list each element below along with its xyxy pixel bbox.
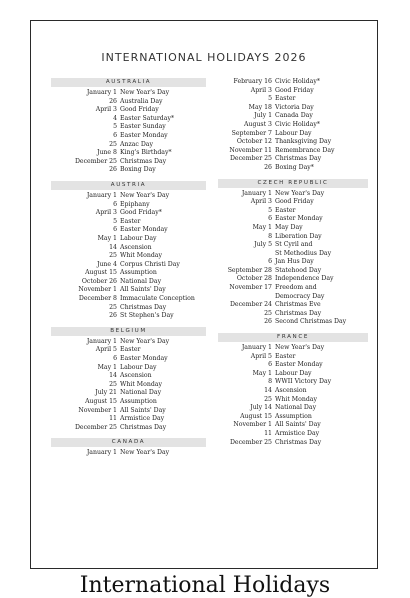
holiday-date: April 5 [95, 346, 117, 354]
holiday-name: Ascension [120, 243, 152, 251]
holiday-name: Good Friday* [120, 209, 162, 217]
holiday-name: National Day [275, 404, 317, 412]
holiday-date: 25 [264, 395, 272, 403]
holiday-date: August 15 [85, 269, 117, 277]
holiday-name: Christmas Day [275, 309, 322, 317]
holiday-name: New Year's Day [120, 337, 170, 345]
holiday-date: 6 [113, 226, 117, 234]
holiday-name: Victoria Day [275, 103, 314, 111]
country-section [218, 78, 368, 173]
holiday-name: Liberation Day [275, 232, 322, 240]
holiday-date: 8 [268, 378, 272, 386]
holiday-date: November 17 [229, 284, 272, 292]
holiday-row [51, 269, 206, 278]
holiday-row [51, 407, 206, 416]
holiday-name: Good Friday [120, 106, 159, 114]
holiday-date: January 1 [86, 191, 117, 199]
holiday-row [51, 235, 206, 244]
holiday-date: 5 [268, 95, 272, 103]
holiday-date: December 8 [78, 295, 117, 303]
holiday-date: 11 [109, 415, 117, 423]
holiday-name: Good Friday [275, 86, 314, 94]
holiday-date: 6 [113, 131, 117, 139]
holiday-row [218, 396, 368, 405]
holiday-date: September 7 [231, 129, 272, 137]
holiday-date: 25 [109, 303, 117, 311]
holiday-date: May 1 [97, 363, 117, 371]
holiday-date: January 1 [241, 344, 272, 352]
holiday-name: Ascension [120, 372, 152, 380]
holiday-name: Christmas Day [120, 157, 167, 165]
holiday-name: St Stephen's Day [120, 312, 174, 320]
holiday-name: Whit Monday [120, 380, 162, 388]
holiday-name: Christmas Day [120, 303, 167, 311]
holiday-row [218, 301, 368, 310]
holiday-date: November 1 [78, 406, 117, 414]
holiday-name: Boxing Day [120, 166, 156, 174]
holiday-date: August 15 [85, 398, 117, 405]
holiday-date: April 3 [95, 209, 117, 217]
holiday-row [51, 149, 206, 158]
country-heading: FRANCE [218, 333, 368, 342]
holiday-date: 14 [109, 372, 117, 380]
holiday-name: St Cyril and [275, 241, 313, 249]
holiday-name: Armistice Day [275, 429, 320, 437]
holiday-name: Jan Hus Day [275, 258, 314, 266]
holiday-row [218, 404, 368, 413]
holiday-name: Easter Monday [120, 226, 168, 234]
holiday-name: King's Birthday* [120, 149, 172, 157]
holiday-name: Good Friday [275, 198, 314, 206]
holiday-name: Easter [120, 346, 141, 354]
holiday-row [51, 338, 206, 347]
holiday-date: October 26 [81, 277, 117, 285]
holiday-date: April 3 [250, 86, 272, 94]
country-heading: CZECH REPUBLIC [218, 179, 368, 188]
holiday-date: 26 [264, 318, 272, 326]
holiday-name: Freedom and [275, 284, 317, 292]
holiday-date [218, 293, 275, 302]
country-heading: CANADA [51, 438, 206, 447]
holiday-row [51, 449, 206, 458]
holiday-row [218, 275, 368, 284]
holiday-row [51, 364, 206, 373]
country-heading: AUSTRIA [51, 181, 206, 190]
holiday-name: Australia Day [120, 97, 163, 105]
holiday-name: Remembrance Day [275, 146, 335, 154]
holiday-date: December 25 [74, 423, 117, 431]
holiday-date: October 28 [236, 275, 272, 283]
holiday-date: February 16 [233, 78, 272, 85]
holiday-row [51, 261, 206, 270]
holiday-name: Easter Monday [275, 361, 323, 369]
holiday-row [218, 421, 368, 430]
holiday-row [51, 398, 206, 407]
holiday-name: Christmas Day [275, 155, 322, 163]
holiday-name: Immaculate Conception [120, 295, 195, 303]
holiday-date: July 1 [254, 112, 272, 120]
country-section [218, 333, 368, 447]
holiday-name: Civic Holiday* [275, 78, 320, 85]
holiday-row [51, 115, 206, 124]
holiday-name: Independence Day [275, 275, 334, 283]
holiday-row [51, 389, 206, 398]
holiday-row [51, 166, 206, 175]
holiday-name: Easter Monday [120, 131, 168, 139]
holiday-date: 6 [268, 361, 272, 369]
holiday-row [218, 224, 368, 233]
holiday-row [51, 304, 206, 313]
holiday-date: 25 [264, 309, 272, 317]
holiday-date: May 18 [248, 103, 272, 111]
holiday-name: May Day [275, 223, 303, 231]
holiday-date: April 3 [250, 198, 272, 206]
holiday-name: Easter [275, 352, 296, 360]
left-column [51, 78, 206, 464]
country-section [51, 438, 206, 458]
holiday-date: 26 [109, 97, 117, 105]
holiday-name: Christmas Day [120, 423, 167, 431]
holiday-row [51, 252, 206, 261]
page-title: INTERNATIONAL HOLIDAYS 2026 [101, 51, 307, 64]
holiday-row [218, 155, 368, 164]
holiday-row [51, 424, 206, 433]
bottom-caption: International Holidays [79, 573, 331, 598]
holiday-row [218, 267, 368, 276]
holiday-row [51, 244, 206, 253]
holiday-row [51, 346, 206, 355]
holiday-date: September 28 [227, 266, 272, 274]
holiday-date: December 24 [229, 301, 272, 309]
holiday-name: All Saints' Day [120, 286, 166, 294]
holiday-date: 11 [264, 429, 272, 437]
holiday-row [51, 158, 206, 167]
holiday-row [218, 361, 368, 370]
country-section [51, 78, 206, 175]
holiday-row [51, 209, 206, 218]
holiday-row [218, 293, 368, 302]
holiday-date: 25 [109, 140, 117, 148]
holiday-name: Easter Saturday* [120, 114, 175, 122]
holiday-date: 25 [109, 380, 117, 388]
holiday-row [51, 355, 206, 364]
holiday-name: Easter Monday [120, 355, 168, 363]
country-section [51, 181, 206, 321]
holiday-row [218, 439, 368, 448]
country-section [51, 327, 206, 433]
holiday-row [218, 130, 368, 139]
holiday-row [51, 192, 206, 201]
holiday-row [51, 201, 206, 210]
holiday-date: May 1 [252, 369, 272, 377]
holiday-name: Labour Day [120, 234, 157, 242]
holiday-name: Easter Sunday [120, 123, 166, 131]
holiday-name: Armistice Day [120, 415, 165, 423]
holiday-name: Ascension [275, 387, 307, 394]
holiday-row [218, 250, 368, 259]
holiday-date: August 15 [240, 412, 272, 420]
holiday-name: New Year's Day [120, 449, 170, 457]
holiday-name: Canada Day [275, 112, 313, 120]
holiday-date: October 12 [236, 138, 272, 146]
holiday-name: Democracy Day [275, 292, 325, 300]
holiday-name: Civic Holiday* [275, 120, 320, 128]
holiday-date: June 4 [96, 260, 117, 268]
holiday-row [218, 121, 368, 130]
holiday-date: 26 [264, 163, 272, 171]
holiday-row [218, 233, 368, 242]
holiday-name: WWII Victory Day [275, 378, 332, 386]
holiday-name: Second Christmas Day [275, 318, 347, 326]
holiday-date: April 5 [250, 352, 272, 360]
holiday-name: Christmas Day [275, 438, 322, 446]
holiday-name: Assumption [120, 269, 157, 277]
holiday-name: New Year's Day [120, 89, 170, 96]
holiday-row [218, 198, 368, 207]
holiday-name: Whit Monday [275, 395, 317, 403]
holiday-date: December 25 [229, 155, 272, 163]
holiday-row [51, 286, 206, 295]
holiday-name: National Day [120, 389, 162, 397]
holiday-date: 6 [268, 215, 272, 223]
holiday-name: Easter Monday [275, 215, 323, 223]
holiday-date [218, 250, 275, 259]
holiday-name: New Year's Day [275, 344, 325, 352]
holiday-row [218, 344, 368, 353]
holiday-date: May 1 [252, 223, 272, 231]
holiday-date: 5 [113, 123, 117, 131]
holiday-row [51, 381, 206, 390]
holiday-date: 8 [268, 232, 272, 240]
holiday-name: Labour Day [275, 129, 312, 137]
holiday-row [218, 147, 368, 156]
holiday-name: New Year's Day [120, 191, 170, 199]
holiday-name: Thanksgiving Day [275, 138, 332, 146]
holiday-row [218, 413, 368, 422]
holiday-row [218, 112, 368, 121]
holiday-row [218, 164, 368, 173]
holiday-row [218, 95, 368, 104]
holiday-row [51, 98, 206, 107]
holiday-name: All Saints' Day [120, 406, 166, 414]
holiday-row [51, 141, 206, 150]
holiday-row [218, 353, 368, 362]
country-section [218, 179, 368, 328]
holiday-name: All Saints' Day [275, 421, 321, 429]
holiday-name: St Methodius Day [275, 249, 332, 257]
holiday-row [218, 207, 368, 216]
holiday-date: January 1 [86, 337, 117, 345]
holiday-date: 6 [268, 258, 272, 266]
holiday-row [51, 295, 206, 304]
holiday-date: 26 [109, 312, 117, 320]
holiday-date: January 1 [241, 189, 272, 197]
holiday-row [51, 226, 206, 235]
country-heading: AUSTRALIA [51, 78, 206, 87]
holiday-date: 25 [109, 252, 117, 260]
holiday-date: August 3 [244, 120, 272, 128]
holiday-date: December 25 [74, 157, 117, 165]
holiday-name: Anzac Day [120, 140, 153, 148]
holiday-row [218, 318, 368, 327]
holiday-row [218, 387, 368, 396]
holiday-row [51, 312, 206, 321]
holiday-date: November 1 [233, 421, 272, 429]
holiday-name: National Day [120, 277, 162, 285]
holiday-name: Corpus Christi Day [120, 260, 180, 268]
holiday-row [218, 190, 368, 199]
right-column [218, 78, 368, 453]
holiday-date: 6 [113, 355, 117, 363]
holiday-name: Boxing Day* [275, 163, 314, 171]
holiday-name: Labour Day [275, 369, 312, 377]
holiday-date: January 1 [86, 89, 117, 96]
holiday-date: 26 [109, 166, 117, 174]
holiday-row [51, 415, 206, 424]
holiday-row [51, 278, 206, 287]
holiday-row [51, 106, 206, 115]
country-heading: BELGIUM [51, 327, 206, 336]
holiday-date: July 14 [250, 404, 272, 412]
holiday-row [51, 218, 206, 227]
holiday-date: 6 [113, 200, 117, 208]
holiday-date: July 5 [254, 241, 272, 249]
holiday-name: Christmas Eve [275, 301, 321, 309]
holiday-date: June 8 [96, 149, 117, 157]
holiday-date: January 1 [86, 449, 117, 457]
holiday-row [218, 370, 368, 379]
calendar-page [30, 20, 378, 569]
holiday-row [218, 104, 368, 113]
holiday-name: Easter [275, 206, 296, 214]
holiday-name: Labour Day [120, 363, 157, 371]
holiday-name: New Year's Day [275, 189, 325, 197]
holiday-date: May 1 [97, 234, 117, 242]
holiday-date: 4 [113, 114, 117, 122]
holiday-date: 5 [268, 206, 272, 214]
holiday-row [218, 310, 368, 319]
holiday-name: Statehood Day [275, 266, 322, 274]
holiday-date: 5 [113, 217, 117, 225]
holiday-name: Whit Monday [120, 252, 162, 260]
holiday-row [218, 87, 368, 96]
holiday-name: Assumption [120, 398, 157, 405]
holiday-row [218, 241, 368, 250]
holiday-name: Easter [275, 95, 296, 103]
holiday-row [51, 372, 206, 381]
holiday-row [218, 378, 368, 387]
holiday-row [218, 258, 368, 267]
holiday-row [218, 138, 368, 147]
holiday-date: November 1 [78, 286, 117, 294]
holiday-date: April 3 [95, 106, 117, 114]
holiday-row [218, 430, 368, 439]
holiday-name: Epiphany [120, 200, 150, 208]
holiday-row [218, 215, 368, 224]
holiday-name: Assumption [275, 412, 312, 420]
holiday-row [51, 89, 206, 98]
holiday-date: November 11 [229, 146, 272, 154]
holiday-row [51, 123, 206, 132]
holiday-date: 14 [264, 387, 272, 394]
holiday-row [218, 284, 368, 293]
holiday-date: December 25 [229, 438, 272, 446]
holiday-date: 14 [109, 243, 117, 251]
holiday-row [51, 132, 206, 141]
holiday-date: July 21 [95, 389, 117, 397]
holiday-name: Easter [120, 217, 141, 225]
holiday-row [218, 78, 368, 87]
